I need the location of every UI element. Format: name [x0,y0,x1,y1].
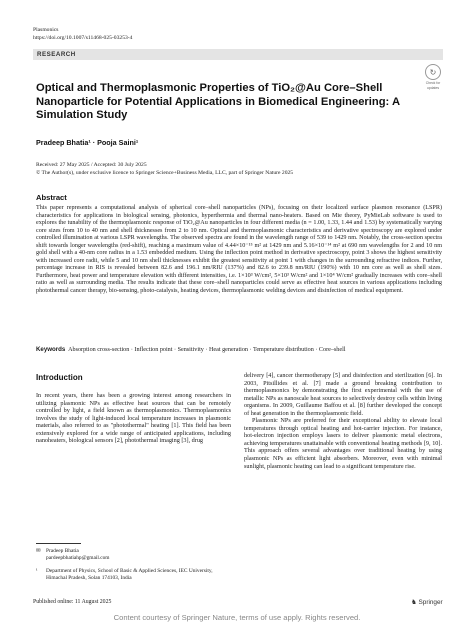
abstract-heading: Abstract [36,193,67,202]
mail-icon: ✉ [36,548,41,554]
springer-horse-icon: ♞ [411,599,417,606]
intro-paragraph-left: In recent years, there has been a growing interest among researchers in utilizing plasmonic NPs as effective heat sources that can be remotely controlled by light, a field known as thermoplasmonics. Thermoplasmonics involves the study of light-induced local temperature increases in plasmonic materials, also referred to as "photothermal" heating [1]. This field has been extensively explored for a wide range of anticipated applications, including nanoheaters, biological sensors [2], photothermal imaging [3], drug [36,392,231,445]
section-label: RESEARCH [37,51,76,58]
left-column [36,392,231,445]
article-title: Optical and Thermoplasmonic Properties of TiO₂@Au Core–Shell Nanoparticle for Potential Applications in Biomedical Engineering: A Simulation Study [36,82,400,122]
courtesy-notice: Content courtesy of Springer Nature, terms of use apply. Rights reserved. [113,613,361,622]
author-list: Pradeep Bhatia¹ · Pooja Saini¹ [36,138,139,147]
footnote-rule [36,543,81,544]
publisher-logo [411,598,443,606]
contact-footnote [36,548,110,561]
section-bar [33,49,443,60]
affiliation-text: Department of Physics, School of Basic & Applied Sciences, IEC University, Himachal Pradesh, Solan 174103, India [46,568,213,581]
journal-name: Plasmonics [33,27,59,33]
publisher-name: Springer [418,599,443,606]
check-updates-line1: Check for [425,81,441,85]
contact-name: Pradeep Bhatia [46,548,79,554]
keywords-label: Keywords [36,346,66,353]
intro-paragraph-right-1: delivery [4], cancer thermotherapy [5] and disinfection and sterilization [6]. In 2003, Pitsillides et al. [7] made a ground breaking contribution to thermoplasmonics by demonstrating the first experimental with the use of metallic NPs as nanoscale heat sources to selectively destroy cells within living organisms. In 2009, Guillaume Baffou et al. [8] further developed the concept of heat generation in the thermoplasmonic field. [244,372,442,417]
affiliation-footnote [36,568,236,581]
published-date: Published online: 11 August 2025 [33,599,112,605]
keywords-text: Absorption cross-section · Inflection point · Sensitivity · Heat generation · Temperature distribution · Core–shell [68,347,346,353]
copyright: © The Author(s), under exclusive licence to Springer Science+Business Media, LLC, part of Springer Nature 2025 [36,170,294,176]
check-updates-badge[interactable] [418,64,448,90]
doi-link[interactable]: https://doi.org/10.1007/s11468-025-03253-4 [33,35,133,41]
abstract-text: This paper represents a computational analysis of spherical core–shell nanoparticles (NPs), focusing on their localized surface plasmon resonance (LSPR) characteristics for applications in biological sensing, photonics, hyperthermia and thermal nano-heaters. Based on Mie theory, PyMieLab software is used to explores the tunability of the thermoplasmonic response of TiO₂@Au nanoparticles in four different media (n = 1.00, 1.33, 1.44 and 1.53) by systematically varying core sizes from 10 to 40 nm and shell thicknesses from 2 to 10 nm. Optical and thermoplasmonic characteristics and derivative spectroscopy are explored under controlled illumination at various LSPR wavelengths. The observed spectra are found in the wavelength range of 539 to 1429 nm. Notably, the cross-section spectra shift towards longer wavelengths (red-shift), reaching a maximum value of 4.44×10⁻¹⁵ m² at 1429 nm and 5.16×10⁻¹⁴ m² at 690 nm wavelengths for 2 and 10 nm gold shell with a 40-nm core radius in a 1.53 embedded medium. Using the inflection point method in derivative spectroscopy, point 3 shows the highest sensitivity with increased core radii, while 5 and 10 nm shell thicknesses exhibit the greatest sensitivity at point 1 with changes in the surrounding refractive indices. Further, percentage increase in RIS is revealed between 82.6 and 196.1 nm/RIU (137%) and 82.6 to 239.8 nm/RIU (190%) with 10 nm core as well as shell sizes. Furthermore, heat power and temperature elevation with different intensities, i.e. 1×10³ W/cm², 5×10³ W/cm² and 1×10⁴ W/cm² gradually increases with core–shell ratio as well as surrounding media. The results indicate that these core–shell nanoparticles could serve as effective heat sources in various applications including photothermal cancer therapy, bio-sensing, photo-catalysis, heating devices, thermoplasmonic welding devices and disinfection of medical equipment. [36,205,442,295]
right-column [244,372,442,470]
introduction-heading: Introduction [36,373,83,382]
check-updates-line2: updates [426,86,440,90]
keywords [36,346,442,355]
received-dates: Received: 27 May 2025 / Accepted: 30 July 2025 [36,162,147,168]
refresh-icon: ↻ [425,64,441,80]
affiliation-marker: ¹ [36,568,38,574]
intro-paragraph-right-2: Plasmonic NPs are preferred for their exceptional ability to elevate local temperatures through optical heating and hot-carrier injection. For instance, hot-electron injection employs lasers to deliver plasmonic metal electrons, achieving temperatures unattainable with conventional heating methods [9, 10]. This approach offers several advantages over traditional heating by using plasmonic NPs as efficient light absorbers. Moreover, even with minimal sunlight, plasmonic heating can lead to a significant temperature rise. [244,417,442,470]
contact-email[interactable]: pardeepbhatiahp@gmail.com [46,554,110,561]
